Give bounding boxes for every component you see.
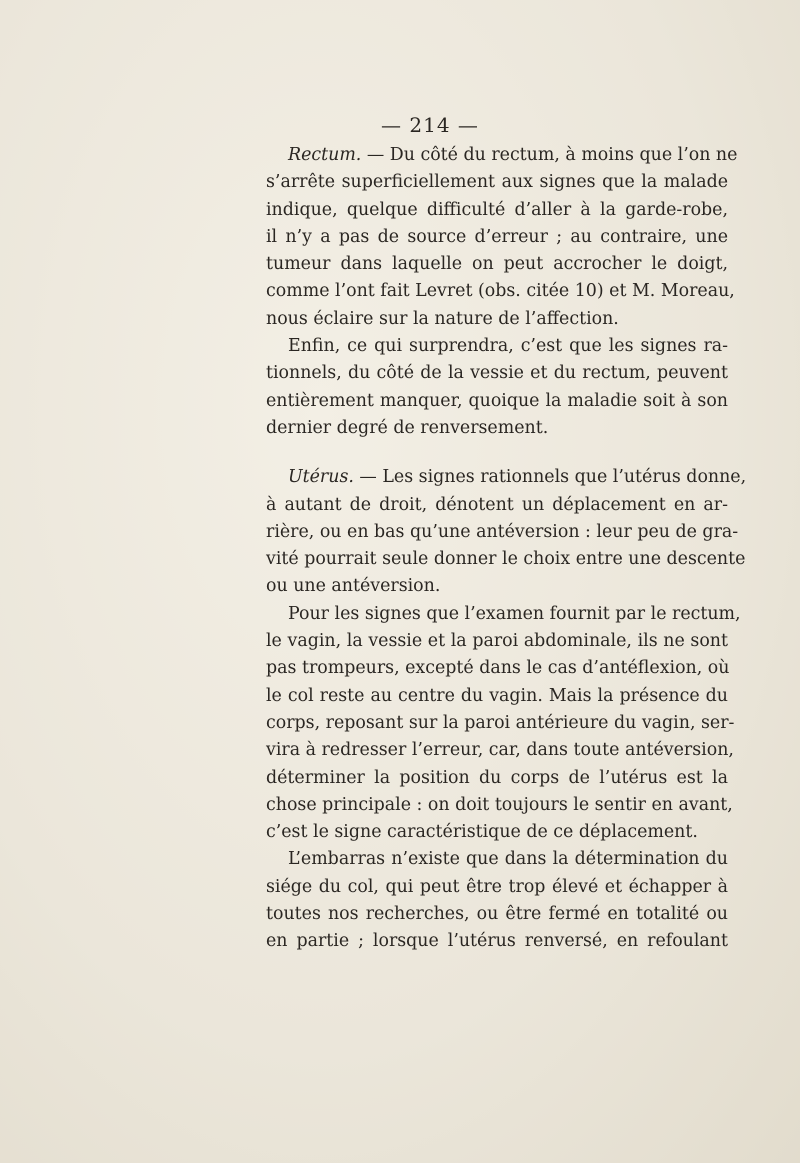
text-line: indique, quelque difficulté d’aller à la garde-robe, xyxy=(266,199,728,220)
section-heading: Utérus. xyxy=(288,467,354,488)
text-line: c’est le signe caractéristique de ce déplacement. xyxy=(266,822,698,843)
paragraph xyxy=(266,142,738,333)
section-heading: Rectum. xyxy=(288,145,362,165)
text-line: le vagin, la vessie et la paroi abdominale, ils ne sont xyxy=(266,631,728,652)
page-number: — 214 — xyxy=(381,113,479,137)
text-line: nous éclaire sur la nature de l’affection. xyxy=(266,308,619,329)
text-line: à autant de droit, dénotent un déplacement en ar- xyxy=(266,494,728,515)
text-line: chose principale : on doit toujours le sentir en avant, xyxy=(266,794,733,815)
paragraph xyxy=(266,846,728,955)
text-line: ou une antéversion. xyxy=(266,576,441,597)
text-line: le col reste au centre du vagin. Mais la présence du xyxy=(266,685,728,706)
text-line: il n’y a pas de source d’erreur ; au contraire, une xyxy=(266,226,728,247)
text-line: corps, reposant sur la paroi antérieure du vagin, ser- xyxy=(266,712,735,733)
text-line: tumeur dans laquelle on peut accrocher le doigt, xyxy=(266,254,728,275)
text-line: siége du col, qui peut être trop élevé et échapper à xyxy=(266,876,728,897)
text-line: Enfin, ce qui surprendra, c’est que les signes ra- xyxy=(288,336,728,357)
text-line: vité pourrait seule donner le choix entre une descente xyxy=(266,549,746,570)
text-line: en partie ; lorsque l’utérus renversé, en refoulant xyxy=(266,931,728,952)
text-line: Rectum. — Du côté du rectum, à moins que l’on ne xyxy=(288,145,738,165)
text-line: déterminer la position du corps de l’utérus est la xyxy=(266,767,728,788)
text-line: s’arrête superficiellement aux signes que la malade xyxy=(266,172,728,193)
text-line: toutes nos recherches, ou être fermé en totalité ou xyxy=(266,904,728,925)
text-line: L’embarras n’existe que dans la détermination du xyxy=(288,849,728,870)
paragraph xyxy=(266,333,728,442)
text-line: comme l’ont fait Levret (obs. citée 10) et M. Moreau, xyxy=(266,281,735,302)
text-line: Pour les signes que l’examen fournit par le rectum, xyxy=(288,603,741,624)
text-line: rière, ou en bas qu’une antéversion : leur peu de gra- xyxy=(266,521,739,542)
text-line: pas trompeurs, excepté dans le cas d’antéflexion, où xyxy=(266,658,730,679)
paragraph xyxy=(266,464,747,600)
paragraph xyxy=(266,601,741,847)
text-line: entièrement manquer, quoique la maladie soit à son xyxy=(266,390,728,411)
text-line: Utérus. — Les signes rationnels que l’utérus donne, xyxy=(288,467,747,488)
text-line: vira à redresser l’erreur, car, dans toute antéversion, xyxy=(266,740,734,761)
text-line: dernier degré de renversement. xyxy=(266,417,549,438)
text-line: tionnels, du côté de la vessie et du rectum, peuvent xyxy=(266,363,728,384)
body-text xyxy=(266,142,747,956)
paragraph-gap xyxy=(266,442,728,464)
